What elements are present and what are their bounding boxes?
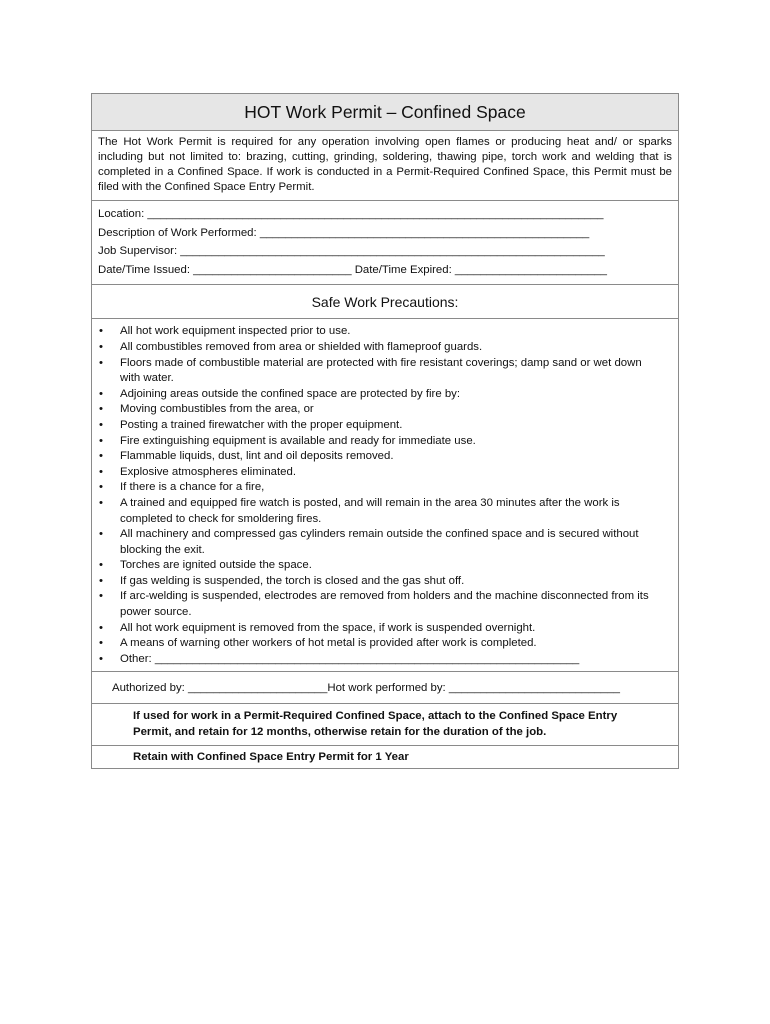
precaution-item: [92, 324, 678, 340]
precaution-item: [92, 418, 678, 434]
precautions-heading: [92, 285, 678, 319]
precaution-item: [92, 465, 678, 481]
precaution-item: [92, 652, 678, 668]
precaution-item: [92, 449, 678, 465]
precaution-item: [92, 340, 678, 356]
precaution-text: Adjoining areas outside the confined space are protected by fire by:: [120, 387, 461, 400]
form-title: HOT Work Permit – Confined Space: [244, 101, 526, 122]
precaution-text: If there is a chance for a fire,: [120, 481, 265, 494]
precaution-item: [92, 434, 678, 450]
authorization-line[interactable]: Authorized by: ______________________Hot work performed by: ___________________________: [92, 672, 678, 704]
bullet-icon: •: [99, 559, 103, 572]
bullet-icon: •: [99, 574, 103, 587]
description-field[interactable]: Description of Work Performed: ____________________________________________________: [98, 226, 590, 239]
precaution-text: Explosive atmospheres eliminated.: [120, 465, 297, 478]
date-time-fields[interactable]: Date/Time Issued: _________________________ Date/Time Expired: ________________________: [98, 263, 607, 276]
intro-paragraph: The Hot Work Permit is required for any operation involving open flames or producing heat and/ or sparks including but not limited to: brazing, cutting, grinding, soldering, thawing pipe, torch work and welding that is completed in a Confined Space. If work is conducted in a Permit-Required Confined Space, this Permit must be filed with the Confined Space Entry Permit.: [92, 131, 678, 201]
bullet-icon: •: [99, 528, 103, 541]
location-field[interactable]: Location: ________________________________________________________________________: [98, 208, 604, 220]
precaution-item: [92, 402, 678, 418]
precaution-text: Fire extinguishing equipment is available and ready for immediate use.: [120, 434, 476, 447]
bullet-icon: •: [99, 621, 103, 634]
permit-fields: [92, 201, 678, 285]
precaution-text: All hot work equipment inspected prior to use.: [120, 325, 351, 338]
bullet-icon: •: [99, 481, 103, 494]
precautions-list: [92, 319, 678, 671]
retain-note: Retain with Confined Space Entry Permit for 1 Year: [133, 750, 409, 763]
precaution-item: [92, 527, 678, 558]
precaution-item: [92, 636, 678, 652]
attach-note: If used for work in a Permit-Required Confined Space, attach to the Confined Space Entry Permit, and retain for 12 months, otherwise retain for the duration of the job.: [92, 704, 678, 745]
bullet-icon: •: [99, 590, 103, 603]
precaution-text: Moving combustibles from the area, or: [120, 403, 314, 416]
bullet-icon: •: [99, 356, 103, 369]
precaution-item: [92, 558, 678, 574]
precaution-text: Other: ___________________________________________________________________: [120, 652, 580, 665]
precaution-item: [92, 574, 678, 590]
precaution-text: A means of warning other workers of hot metal is provided after work is completed.: [120, 637, 537, 650]
bullet-icon: •: [99, 418, 103, 431]
precaution-item: [92, 589, 678, 620]
precaution-text: Flammable liquids, dust, lint and oil deposits removed.: [120, 450, 394, 463]
bullet-icon: •: [99, 450, 103, 463]
precautions-title: Safe Work Precautions:: [311, 293, 459, 310]
precaution-item: [92, 496, 678, 527]
bullet-icon: •: [99, 340, 103, 353]
bullet-icon: •: [99, 434, 103, 447]
precaution-item: [92, 621, 678, 637]
precaution-text: All combustibles removed from area or shielded with flameproof guards.: [120, 340, 483, 353]
precaution-text: A trained and equipped fire watch is posted, and will remain in the area 30 minutes after the work is completed to check for smoldering fires.: [120, 496, 620, 525]
bullet-icon: •: [99, 637, 103, 650]
precaution-text: All machinery and compressed gas cylinders remain outside the confined space and is secured without blocking the exit.: [120, 528, 639, 556]
bullet-icon: •: [99, 403, 103, 416]
precaution-text: All hot work equipment is removed from the space, if work is suspended overnight.: [120, 621, 536, 634]
hot-work-permit-form: [91, 93, 679, 769]
precaution-text: Floors made of combustible material are protected with fire resistant coverings; damp sand or wet down with water.: [120, 356, 642, 385]
job-supervisor-field[interactable]: Job Supervisor: ___________________________________________________________________: [98, 245, 605, 258]
precaution-text: Torches are ignited outside the space.: [120, 559, 312, 572]
bullet-icon: •: [99, 496, 103, 509]
precaution-item: [92, 356, 678, 387]
precaution-item: [92, 480, 678, 496]
bullet-icon: •: [99, 465, 103, 478]
bullet-icon: •: [99, 652, 103, 665]
precaution-item: [92, 387, 678, 403]
form-title-section: [92, 94, 678, 131]
bullet-icon: •: [99, 387, 103, 400]
precaution-text: Posting a trained firewatcher with the proper equipment.: [120, 418, 403, 431]
precaution-text: If arc-welding is suspended, electrodes are removed from holders and the machine disconnected from its power source.: [120, 590, 649, 619]
bullet-icon: •: [99, 325, 103, 338]
precaution-text: If gas welding is suspended, the torch is closed and the gas shut off.: [120, 574, 465, 587]
precautions-section: [92, 319, 678, 672]
